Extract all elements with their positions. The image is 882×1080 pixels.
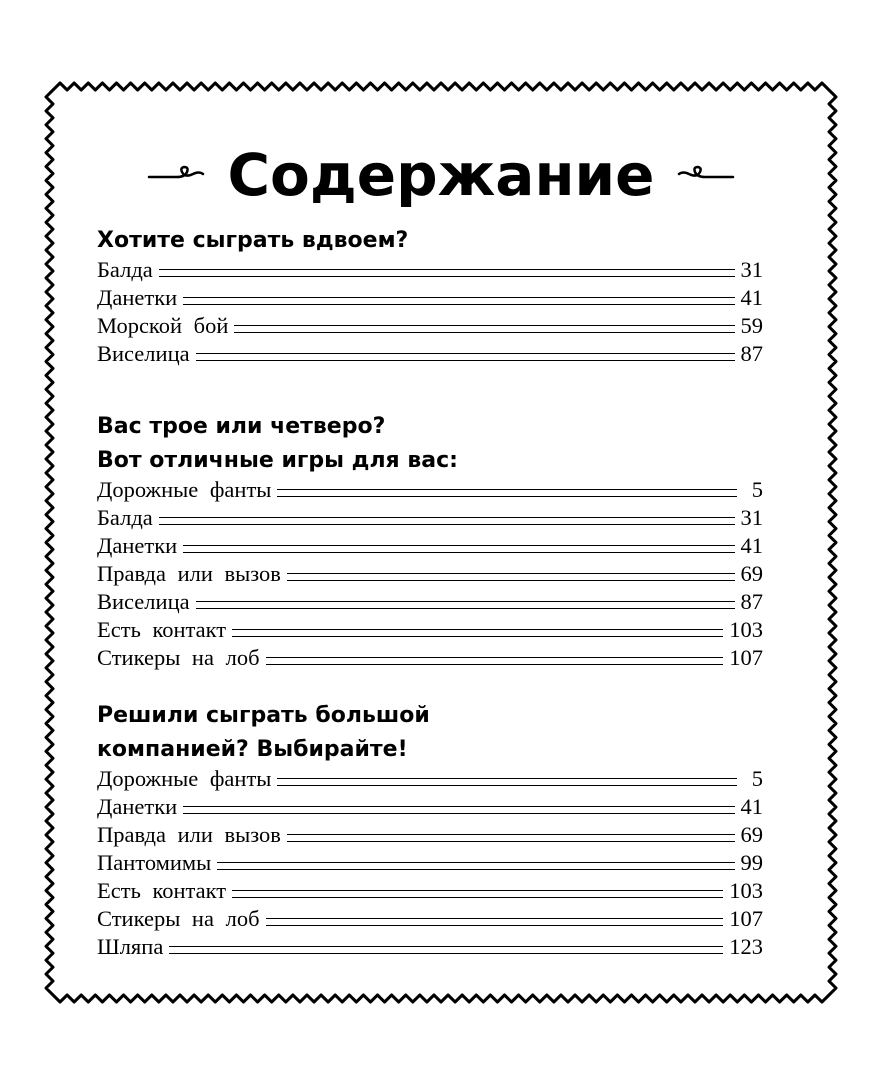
dot-leader [159,269,735,277]
page-number: 41 [740,285,763,310]
toc-section [97,701,763,961]
dot-leader [266,657,724,665]
toc-entry[interactable] [97,793,763,821]
section-heading: Вас трое или четверо? [97,414,386,439]
toc-entry[interactable] [97,849,763,877]
page-number: 99 [740,850,763,875]
dot-leader [183,297,734,305]
section-heading: компанией? Выбирайте! [97,737,408,762]
title-row [0,135,882,215]
page-number: 41 [740,533,763,558]
page-number: 103 [729,617,763,642]
page-number: 87 [740,341,763,366]
dot-leader [232,629,723,637]
dot-leader [183,545,734,553]
entry-name: Морской бой [97,313,229,338]
page-number: 69 [740,561,763,586]
page-number: 107 [729,645,763,670]
toc-entry[interactable] [97,532,763,560]
toc-entry[interactable] [97,616,763,644]
toc-entry[interactable] [97,821,763,849]
entry-name: Данетки [97,285,178,310]
entry-name: Есть контакт [97,617,227,642]
left-ornament-icon [147,160,209,190]
dot-leader [266,918,724,926]
page-number: 107 [729,906,763,931]
toc-entry[interactable] [97,476,763,504]
page-number: 123 [729,934,763,959]
entry-name: Есть контакт [97,878,227,903]
dot-leader [287,834,735,842]
toc-entry[interactable] [97,504,763,532]
dot-leader [232,890,723,898]
page-number: 87 [740,589,763,614]
page-number: 59 [740,313,763,338]
toc-section [97,226,763,368]
page-number: 5 [751,766,763,791]
toc-section [97,412,763,672]
toc-entry[interactable] [97,765,763,793]
page-title: Содержание [227,141,655,209]
page-number: 69 [740,822,763,847]
toc-entry[interactable] [97,560,763,588]
page-number: 5 [751,477,763,502]
section-heading: Вот отличные игры для вас: [97,448,458,473]
dot-leader [196,601,735,609]
entry-name: Правда или вызов [97,822,281,847]
toc-entry[interactable] [97,588,763,616]
entry-name: Правда или вызов [97,561,281,586]
entry-name: Стикеры на лоб [97,906,260,931]
table-of-contents [97,226,763,961]
dot-leader [287,573,735,581]
page-number: 103 [729,878,763,903]
toc-entry[interactable] [97,312,763,340]
dot-leader [169,946,723,954]
dot-leader [277,489,737,497]
dot-leader [196,353,735,361]
toc-entry[interactable] [97,284,763,312]
dot-leader [159,517,735,525]
entry-name: Пантомимы [97,850,212,875]
entry-name: Данетки [97,533,178,558]
entry-name: Шляпа [97,934,164,959]
section-heading: Решили сыграть большой [97,703,430,728]
toc-entry[interactable] [97,877,763,905]
page-number: 31 [740,505,763,530]
entry-name: Данетки [97,794,178,819]
entry-name: Балда [97,257,153,282]
section-heading: Хотите сыграть вдвоем? [97,228,409,253]
dot-leader [234,325,734,333]
dot-leader [277,778,737,786]
toc-entry[interactable] [97,933,763,961]
toc-entry[interactable] [97,644,763,672]
entry-name: Виселица [97,589,190,614]
page-number: 31 [740,257,763,282]
entry-name: Дорожные фанты [97,477,272,502]
entry-name: Виселица [97,341,190,366]
dot-leader [183,806,734,814]
dot-leader [217,862,734,870]
toc-entry[interactable] [97,256,763,284]
entry-name: Стикеры на лоб [97,645,260,670]
toc-entry[interactable] [97,340,763,368]
entry-name: Дорожные фанты [97,766,272,791]
entry-name: Балда [97,505,153,530]
right-ornament-icon [673,160,735,190]
page-number: 41 [740,794,763,819]
toc-entry[interactable] [97,905,763,933]
